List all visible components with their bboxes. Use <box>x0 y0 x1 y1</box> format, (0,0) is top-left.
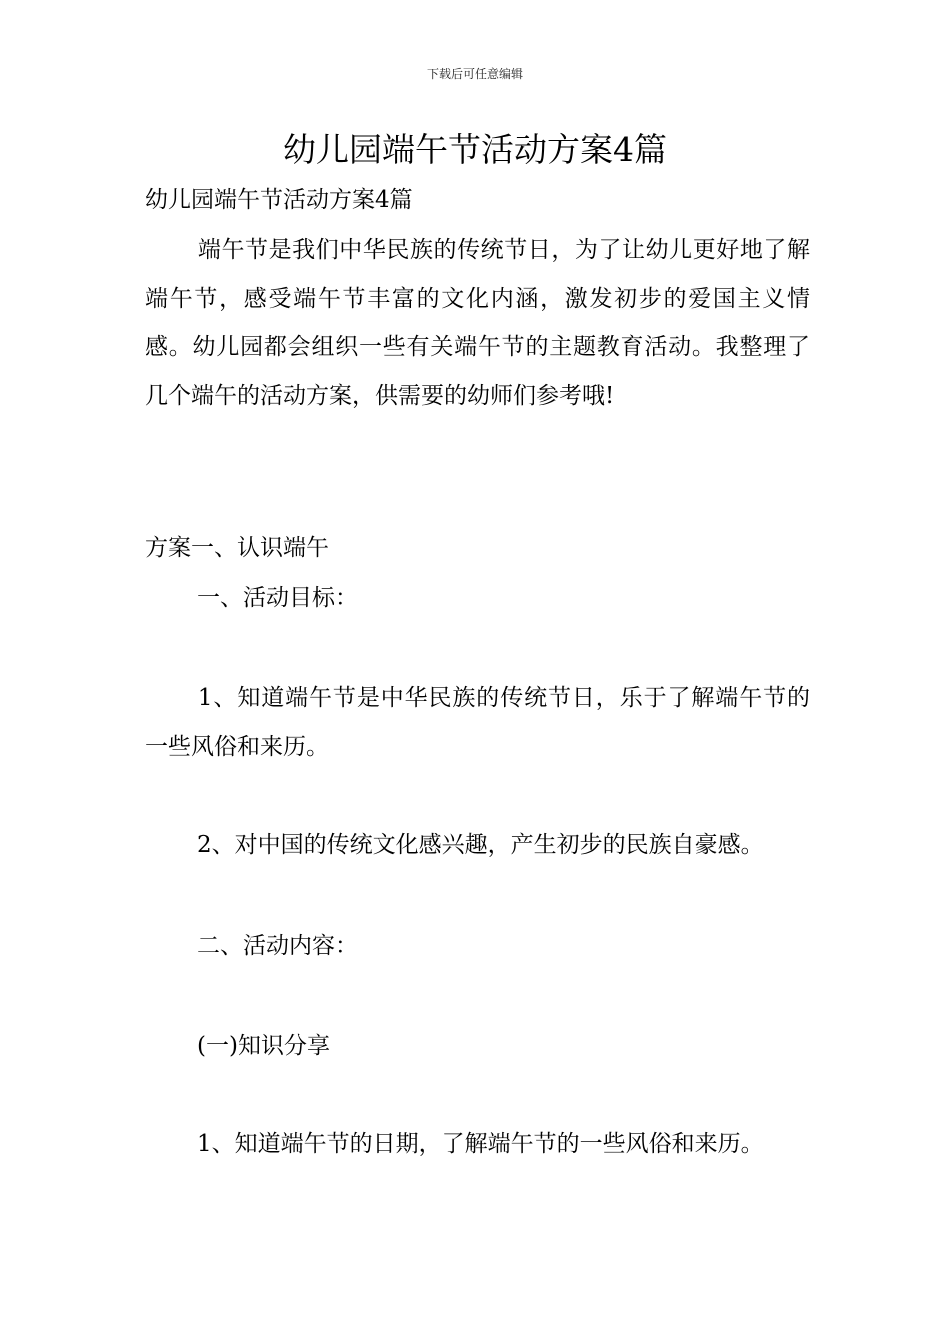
document-title: 幼儿园端午节活动方案4篇 <box>283 130 667 169</box>
document-subtitle: 幼儿园端午节活动方案4篇 <box>145 187 413 213</box>
section-heading-plan-one: 方案一、认识端午 <box>145 535 329 561</box>
goal-item-2: 2、对中国的传统文化感兴趣，产生初步的民族自豪感。 <box>197 832 764 858</box>
page-header-note: 下载后可任意编辑 <box>426 67 523 81</box>
goals-heading: 一、活动目标： <box>197 585 358 611</box>
content-heading: 二、活动内容： <box>197 933 358 959</box>
intro-paragraph: 端午节是我们中华民族的传统节日，为了让幼儿更好地了解端午节，感受端午节丰富的文化内涵，激发初步的爱国主义情感。幼儿园都会组织一些有关端午节的主题教育活动。我整理了几个端午的活动方案，供需要的幼师们参考哦! <box>145 237 810 409</box>
subsection-knowledge-sharing: (一)知识分享 <box>197 1033 330 1059</box>
goal-item-1: 1、知道端午节是中华民族的传统节日，乐于了解端午节的一些风俗和来历。 <box>145 685 810 760</box>
content-item-1: 1、知道端午节的日期，了解端午节的一些风俗和来历。 <box>197 1131 764 1157</box>
